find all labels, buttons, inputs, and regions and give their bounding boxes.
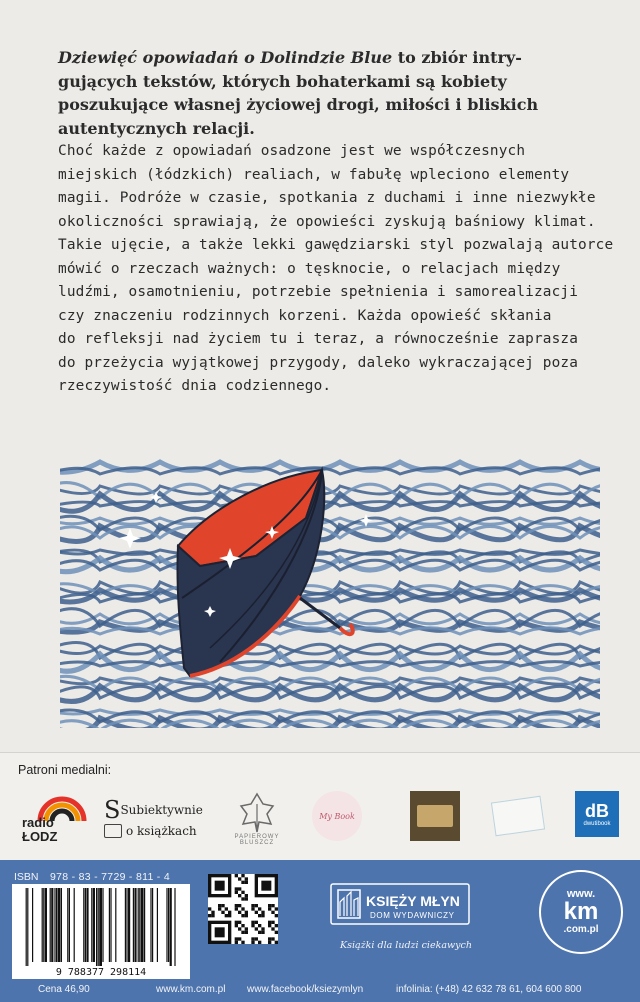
qr-module [228, 914, 231, 917]
qr-module [221, 904, 224, 907]
isbn-number: 978 - 83 - 7729 - 811 - 4 [50, 871, 170, 883]
qr-module [251, 904, 254, 907]
qr-module [268, 921, 271, 924]
price: Cena 46,90 [38, 984, 90, 995]
barcode-bar [102, 888, 103, 962]
qr-module [241, 897, 244, 900]
blurb-lead-line: poszukujące własnej życiowej drogi, miłości i bliskich [58, 95, 539, 114]
qr-module [235, 941, 238, 944]
blurb-body-line: czy znaczeniu rodzinnych korzeni. Każda opowieść skłania [58, 307, 552, 324]
barcode-bar [67, 888, 68, 962]
blurb [58, 46, 614, 399]
qr-module [235, 887, 238, 890]
barcode-bar [134, 888, 136, 962]
blurb-body-line: do refleksji nad życiem tu i teraz, a równocześnie zaprasza [58, 331, 579, 347]
barcode-bar [157, 888, 158, 962]
qr-module [235, 937, 238, 940]
qr-module [241, 914, 244, 917]
qr-module [258, 931, 261, 934]
barcode-bar [110, 888, 111, 962]
barcode-bar [45, 888, 47, 962]
qr-module [271, 921, 274, 924]
barcode-bar [54, 888, 55, 962]
blurb-body [58, 140, 614, 399]
barcode-bar [85, 888, 86, 962]
ksiezy-mlyn-logo[interactable] [330, 876, 470, 946]
qr-module [275, 924, 278, 927]
qr-module [245, 894, 248, 897]
qr-module [275, 907, 278, 910]
qr-module [268, 924, 271, 927]
barcode-digits: 9 788377 298114 [12, 966, 190, 979]
qr-module [238, 927, 241, 930]
qr-module [245, 914, 248, 917]
barcode-bar [86, 888, 88, 962]
umbrella-in-waves-illustration [60, 448, 600, 728]
qr-module [258, 907, 261, 910]
blurb-lead-line: autentycznych relacji. [58, 118, 255, 138]
qr-module [255, 921, 258, 924]
radio-lodz-logo [18, 787, 88, 847]
blurb-body-line: magii. Podróże w czasie, spotkania z duchami i inne niezwykłe [58, 190, 596, 206]
barcode-bar [128, 888, 130, 962]
blurb-body-line: ludźmi, osamotnieniu, potrzebie spełnienia i samorealizacji [58, 284, 579, 300]
blurb-body-line: miejskich (łódzkich) realiach, w fabułę wpleciono elementy [58, 166, 570, 183]
svg-text:KSIĘŻY MŁYN: KSIĘŻY MŁYN [366, 893, 460, 909]
barcode-bar [142, 888, 143, 962]
svg-text:DOM WYDAWNICZY: DOM WYDAWNICZY [370, 911, 455, 920]
subiektywnie-logo: S Subiektywnie o książkach [104, 796, 203, 838]
book-title: Dziewięć opowiadań o Dolindzie Blue [58, 48, 393, 67]
qr-module [235, 904, 238, 907]
barcode-bar [43, 888, 44, 962]
db-logo: dB dwutibook [575, 791, 619, 837]
books-icon [104, 824, 122, 838]
qr-module [235, 874, 238, 877]
website-link[interactable]: www.km.com.pl [156, 984, 226, 995]
barcode-bar [152, 888, 153, 962]
blurb-lead [58, 46, 598, 140]
infolinia: infolinia: (+48) 42 632 78 61, 604 600 800 [396, 984, 582, 995]
qr-module [258, 924, 261, 927]
qr-module [225, 907, 228, 910]
barcode-bar [69, 888, 70, 962]
blurb-body-line: mówić o rzeczach ważnych: o tęsknocie, o relacjach między [58, 260, 561, 277]
qr-module [271, 911, 274, 914]
qr-module [208, 914, 211, 917]
qr-module [255, 911, 258, 914]
qr-module [211, 914, 214, 917]
qr-module [238, 904, 241, 907]
qr-module [241, 874, 244, 877]
qr-module [238, 894, 241, 897]
blurb-body-line: Takie ujęcie, a także lekki gawędziarski styl pozwalają autorce [58, 237, 614, 253]
qr-module [245, 897, 248, 900]
barcode-bar [139, 888, 140, 962]
qr-module [255, 927, 258, 930]
barcode-bar [168, 888, 169, 962]
patrons-label: Patroni medialni: [18, 763, 112, 777]
barcode-bar [109, 888, 110, 962]
qr-module [251, 924, 254, 927]
barcode-bar [93, 888, 95, 962]
qr-module [261, 927, 264, 930]
my-book-logo: My Book [312, 791, 362, 841]
qr-module [258, 941, 261, 944]
barcode-bar [83, 888, 84, 962]
qr-module [251, 907, 254, 910]
qr-module [245, 927, 248, 930]
qr-module [251, 937, 254, 940]
qr-module [268, 941, 271, 944]
qr-module [241, 907, 244, 910]
barcode-bar [125, 888, 126, 962]
qr-module [208, 907, 211, 910]
qr-finder [261, 881, 271, 891]
svg-text:ŁODZ: ŁODZ [22, 829, 58, 844]
blurb-body-line: Choć każde z opowiadań osadzone jest we współczesnych [58, 143, 526, 159]
barcode-bar [26, 888, 27, 966]
svg-text:radio: radio [22, 815, 54, 830]
qr-module [251, 921, 254, 924]
blurb-body-line: rzeczywistość dnia codziennego. [58, 378, 332, 394]
qr-module [238, 937, 241, 940]
barcode-bar [61, 888, 62, 962]
qr-module [238, 921, 241, 924]
qr-module [218, 904, 221, 907]
barcode-bar [91, 888, 92, 962]
isbn-barcode [12, 884, 190, 966]
qr-module [268, 937, 271, 940]
qr-module [271, 937, 274, 940]
qr-module [275, 914, 278, 917]
qr-module [258, 914, 261, 917]
bottom-section [0, 752, 640, 1002]
blurb-lead-line: gujących tekstów, których bohaterkami są kobiety [58, 71, 507, 91]
qr-module [245, 911, 248, 914]
qr-module [241, 941, 244, 944]
barcode-bar [56, 888, 57, 962]
blurb-body-line: okoliczności sprawiają, że opowieści zyskują baśniowy klimat. [58, 213, 596, 230]
barcode-bar [42, 888, 43, 962]
qr-module [228, 911, 231, 914]
qr-module [271, 904, 274, 907]
isbn-label: ISBN [14, 871, 39, 883]
qr-module [245, 881, 248, 884]
ivy-leaf-icon [237, 792, 277, 834]
barcode-bar [51, 888, 53, 962]
barcode-bar [150, 888, 151, 962]
km-website-badge[interactable]: www. km .com.pl [539, 870, 623, 954]
qr-module [271, 927, 274, 930]
qr-module [235, 907, 238, 910]
qr-module [241, 881, 244, 884]
publisher-band [0, 860, 640, 1002]
qr-module [238, 887, 241, 890]
qr-module [235, 891, 238, 894]
media-patrons-strip [0, 752, 640, 861]
qr-module [225, 914, 228, 917]
qr-code[interactable] [208, 874, 278, 944]
qr-module [261, 911, 264, 914]
barcode-bar [126, 888, 127, 962]
blurb-lead-line: Dziewięć opowiadań o Dolindzie Blue to zbiór intry- [58, 48, 522, 67]
barcode-bar [144, 888, 145, 962]
qr-module [268, 907, 271, 910]
qr-module [251, 941, 254, 944]
qr-module [218, 907, 221, 910]
barcode-bar [32, 888, 33, 962]
barcode-bar [98, 888, 99, 966]
qr-module [211, 911, 214, 914]
qr-module [238, 877, 241, 880]
papierowy-bluszcz-logo: PAPIEROWY BLUSZCZ [230, 787, 284, 851]
qr-module [261, 931, 264, 934]
barcode-bar [27, 888, 28, 966]
qr-finder [215, 927, 225, 937]
barcode-bar [133, 888, 134, 962]
qr-finder [215, 881, 225, 891]
qr-module [241, 891, 244, 894]
qr-module [245, 931, 248, 934]
qr-module [235, 921, 238, 924]
qr-module [275, 931, 278, 934]
qr-module [275, 941, 278, 944]
qr-module [245, 877, 248, 880]
barcode-bar [96, 888, 97, 966]
mechanized-logo [488, 791, 548, 841]
qr-module [261, 914, 264, 917]
qr-module [238, 911, 241, 914]
barcode-bar [115, 888, 116, 962]
barcode-bar [166, 888, 167, 962]
qr-module [235, 924, 238, 927]
qr-module [255, 904, 258, 907]
publisher-tagline: Książki dla ludzi ciekawych [340, 940, 472, 951]
qr-module [255, 937, 258, 940]
qr-module [241, 924, 244, 927]
qr-module [221, 911, 224, 914]
barcode-bar [59, 888, 60, 962]
barcode-bar [101, 888, 102, 966]
facebook-link[interactable]: www.facebook/ksiezymlyn [247, 984, 364, 995]
qr-module [241, 931, 244, 934]
book-photo-logo [410, 791, 460, 841]
barcode-bar [74, 888, 75, 962]
barcode-bar [138, 888, 139, 962]
qr-module [268, 904, 271, 907]
blurb-body-line: do przeżycia wyjątkowej przygody, daleko wykraczającej poza [58, 354, 579, 371]
barcode-bar [174, 888, 175, 966]
barcode-bar [50, 888, 51, 962]
barcode-bar [170, 888, 172, 966]
